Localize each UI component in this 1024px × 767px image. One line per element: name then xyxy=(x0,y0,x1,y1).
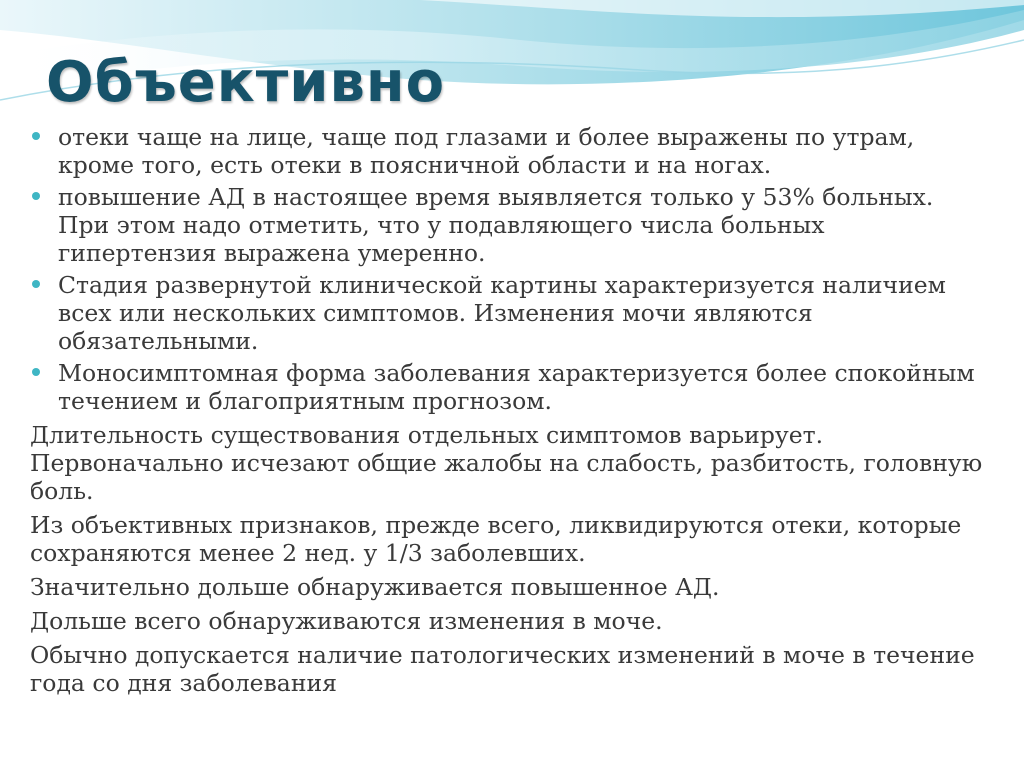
bullet-text: повышение АД в настоящее время выявляется только у 53% больных. При этом надо отметить, что у подавляющего числа больных гипертензия выражена умеренно. xyxy=(58,183,934,267)
paragraph: Значительно дольше обнаруживается повышенное АД. xyxy=(30,573,720,601)
bullet-text: Стадия развернутой клинической картины характеризуется наличием всех или нескольких симптомов. Изменения мочи являются обязательными. xyxy=(58,271,946,355)
paragraph: Из объективных признаков, прежде всего, ликвидируются отеки, которые сохраняются менее 2 нед. у 1/3 заболевших. xyxy=(30,511,962,567)
paragraph: Длительность существования отдельных симптомов варьирует. Первоначально исчезают общие жалобы на слабость, разбитость, головную боль. xyxy=(30,421,983,505)
slide-body xyxy=(30,123,990,702)
bullet-dot-icon xyxy=(32,132,40,140)
bullet-item xyxy=(30,359,990,415)
bullet-item xyxy=(30,271,990,355)
bullet-dot-icon xyxy=(32,368,40,376)
bullet-dot-icon xyxy=(32,192,40,200)
slide-title: Объективно xyxy=(46,50,446,115)
bullet-dot-icon xyxy=(32,280,40,288)
bullet-item xyxy=(30,183,990,267)
paragraph: Дольше всего обнаруживаются изменения в моче. xyxy=(30,607,663,635)
bullet-list xyxy=(30,123,990,415)
bullet-text: отеки чаще на лице, чаще под глазами и более выражены по утрам, кроме того, есть отеки в поясничной области и на ногах. xyxy=(58,123,915,179)
bullet-text: Моносимптомная форма заболевания характеризуется более спокойным течением и благоприятным прогнозом. xyxy=(58,359,975,415)
paragraph: Обычно допускается наличие патологических изменений в моче в течение года со дня заболевания xyxy=(30,641,975,697)
bullet-item xyxy=(30,123,990,179)
